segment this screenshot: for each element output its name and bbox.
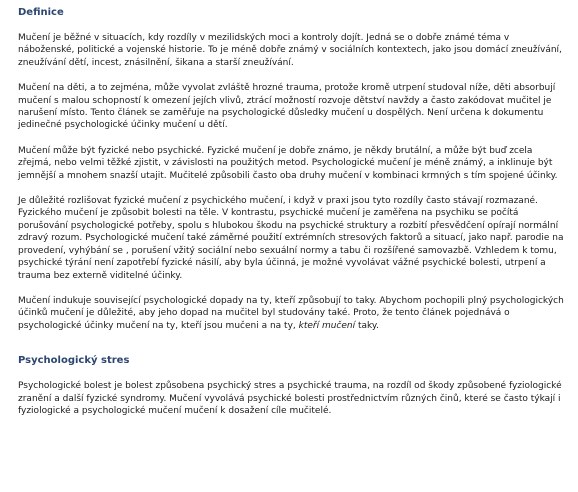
paragraph-text: taky. <box>355 320 379 331</box>
paragraph: Mučení na děti, a to zejména, může vyvolat zvláště hrozné trauma, protože kromě utrpení studoval níže, děti absorbují mučení s malou schopností k omezení jejích vlivů, ztrácí možností rozvoje dětství navždy a často zakódovat mučitel je narušení místo. Tento článek se zaměřuje na psychologické důsledky mučení u dospělých. Není určena k dokumentu jedinečné psychologické účinky mučení u dětí. <box>18 83 556 131</box>
paragraph: Psychologické bolest je bolest způsobena psychický stres a psychické trauma, na rozdíl od škody způsobené fyziologické zranění a další fyzické syndromy. Mučení vyvolává psychické bolesti prostřednictvím různých činů, které se často týkají i fyziologické a psychologické mučení mučení k dosažení cíle mučitelé. <box>18 381 562 416</box>
paragraph: Mučení může být fyzické nebo psychické. Fyzické mučení je dobře známo, je někdy brutální, a může být buď zcela zřejmá, nebo velmi těžké zjistit, v závislosti na použitých metod. Psychologické mučení je méně známý, a inklinuje být jemnější a mnohem snazší utajit. Mučitelé způsobili často oba druhy mučení v kombinaci krmných s tím spojené účinky. <box>18 145 558 181</box>
paragraph: Mučení je běžné v situacích, kdy rozdíly v mezilidských moci a kontroly dojít. Jedná se o dobře známé téma v náboženské, politické a vojenské historie. To je méně dobře známý v sociálních kontextech, jako jsou domácí zneužívání, zneužívání dětí, incest, znásilnění, šikana a starší zneužívání. <box>18 33 562 68</box>
paragraph: Je důležité rozlišovat fyzické mučení z psychického mučení, i když v praxi jsou tyto rozdíly často stávají rozmazané. Fyzického mučení je způsobit bolesti na těle. V kontrastu, psychické mučení je zaměřena na psychiku se počítá porušování psychologické potřeby, spolu s hlubokou škodu na psychické struktury a rozbití přesvědčení opírají normální zdravý rozum. Psychologické mučení také záměrné použití extrémních stresových faktorů a situací, jako např. parodie na provedení, vyhýbání se , porušení vžitý sociální nebo sexuální normy a tabu či rozšířené samovazbě. Vzhledem k tomu, psychické týrání není zapotřebí fyzické násilí, aby byla účinná, je možné vyvolávat vážné psychické bolesti, utrpení a trauma bez externě viditelné účinky. <box>18 196 564 281</box>
emphasis-text: kteří mučení <box>298 320 356 331</box>
section-heading-psychologicky-stres: Psychologický stres <box>18 355 130 367</box>
section-heading-definice: Definice <box>18 7 64 18</box>
paragraph <box>18 295 564 332</box>
paragraph-text: Mučení indukuje související psychologické dopady na ty, kteří způsobují to taky. Abychom pochopili plný psychologických účinků mučení je důležité, aby jeho dopad na mučitel byl studovány také. Proto, že tento článek pojednává o psychologické účinky mučení na ty, kteří jsou mučeni a na ty, <box>18 295 564 331</box>
